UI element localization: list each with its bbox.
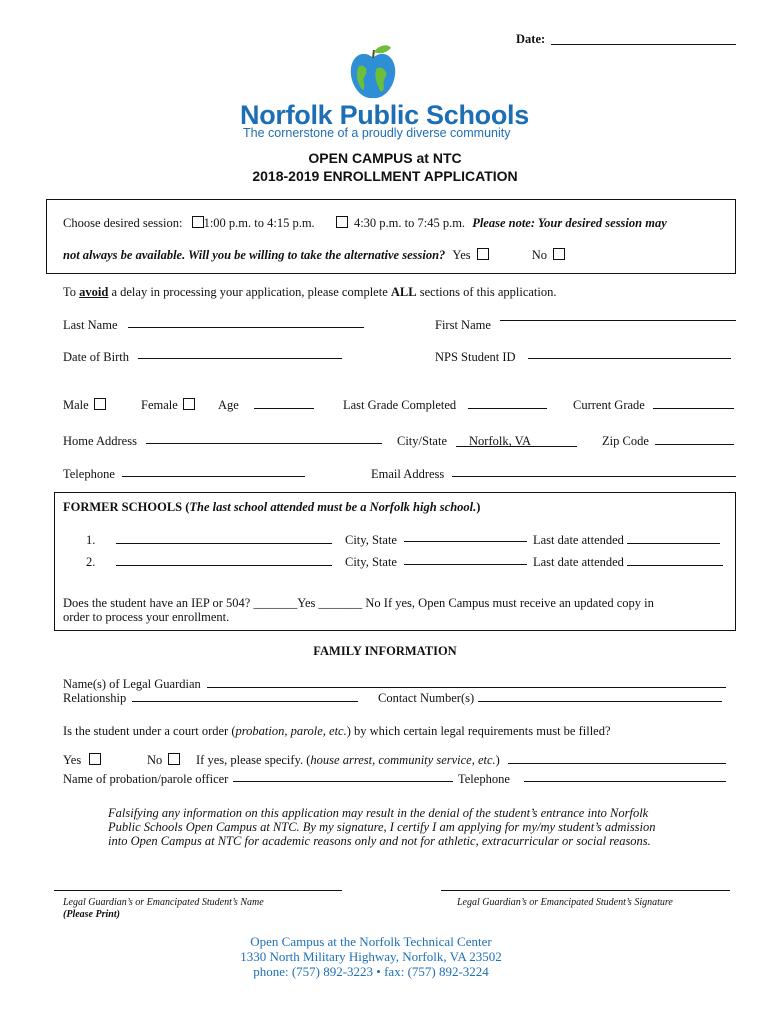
contact-label: Contact Number(s) [378, 691, 475, 705]
first-name-field[interactable] [500, 320, 736, 321]
dob-label: Date of Birth [63, 350, 129, 364]
officer-label: Name of probation/parole officer [63, 772, 229, 786]
officer-telephone-label: Telephone [458, 772, 510, 786]
email-field[interactable] [452, 476, 736, 477]
guardian-signature-caption: Legal Guardian’s or Emancipated Student’s Signature [457, 897, 673, 908]
city-state-value[interactable]: Norfolk, VA [469, 434, 532, 448]
school-1-date-label: Last date attended [533, 533, 624, 547]
home-address-field[interactable] [146, 443, 382, 444]
city-state-field[interactable] [456, 446, 577, 447]
session-option1-label: 1:00 p.m. to 4:15 p.m. [203, 216, 315, 230]
footer-line-2: 1330 North Military Highway, Norfolk, VA 23502 [240, 949, 502, 964]
court-no: No [147, 753, 180, 768]
officer-telephone-field[interactable] [524, 781, 726, 782]
session-note: Please note: Your desired session may [472, 216, 667, 230]
zip-label: Zip Code [602, 434, 649, 448]
apple-globe-icon [343, 44, 403, 104]
court-question: Is the student under a court order (probation, parole, etc.) by which certain legal requirements must be filled? [63, 724, 611, 738]
nps-id-field[interactable] [528, 358, 731, 359]
home-address-label: Home Address [63, 434, 137, 448]
session-option2-label: 4:30 p.m. to 7:45 p.m. [353, 216, 466, 230]
first-name-label: First Name [435, 318, 491, 332]
school-1-num: 1. [86, 533, 96, 547]
alt-no-checkbox[interactable] [553, 248, 565, 260]
telephone-field[interactable] [122, 476, 305, 477]
age-field[interactable] [254, 408, 314, 409]
female-row: Female [141, 398, 195, 413]
former-schools-heading: FORMER SCHOOLS (The last school attended must be a Norfolk high school.) [63, 500, 481, 514]
school-1-city-label: City, State [345, 533, 397, 547]
disclaimer-line-1: Falsifying any information on this application may result in the denial of the student’s entrance into Norfolk [108, 806, 649, 820]
disclaimer-line-2: Public Schools Open Campus at NTC. By my signature, I certify I am applying for my/my student’s admission [108, 820, 656, 834]
court-specify: If yes, please specify. (house arrest, community service, etc.) [196, 753, 500, 767]
school-2-date-label: Last date attended [533, 555, 624, 569]
alternative-question: not always be available. Will you be willing to take the alternative session? [63, 248, 446, 262]
title-line-1: OPEN CAMPUS at NTC [308, 150, 462, 166]
disclaimer-line-3: into Open Campus at NTC for academic reasons only and not for athletic, extracurricular or social reasons. [108, 834, 651, 848]
footer-line-1: Open Campus at the Norfolk Technical Center [250, 934, 492, 949]
guardian-name-caption: Legal Guardian’s or Emancipated Student’s Name [63, 897, 264, 908]
officer-field[interactable] [233, 781, 453, 782]
title-line-2: 2018-2019 ENROLLMENT APPLICATION [252, 168, 518, 184]
session-option2-checkbox[interactable] [336, 216, 348, 228]
school-2-city-label: City, State [345, 555, 397, 569]
court-yes: Yes [63, 753, 101, 768]
please-print-caption: (Please Print) [63, 909, 120, 920]
male-row: Male [63, 398, 106, 413]
email-label: Email Address [371, 467, 445, 481]
session-row [63, 216, 667, 231]
footer-line-3: phone: (757) 892-3223 • fax: (757) 892-3224 [253, 964, 489, 979]
last-grade-field[interactable] [468, 408, 547, 409]
guardian-field[interactable] [207, 687, 726, 688]
school-1-city-field[interactable] [404, 541, 527, 542]
female-checkbox[interactable] [183, 398, 195, 410]
alternative-row [63, 248, 565, 263]
last-name-field[interactable] [128, 327, 364, 328]
current-grade-field[interactable] [653, 408, 734, 409]
court-yes-checkbox[interactable] [89, 753, 101, 765]
zip-field[interactable] [655, 444, 734, 445]
court-no-checkbox[interactable] [168, 753, 180, 765]
telephone-label: Telephone [63, 467, 115, 481]
school-1-name-field[interactable] [116, 543, 332, 544]
contact-field[interactable] [478, 701, 722, 702]
date-label: Date: [516, 32, 546, 46]
alt-yes-checkbox[interactable] [477, 248, 489, 260]
date-field[interactable] [551, 44, 736, 45]
session-option1-checkbox[interactable] [192, 216, 204, 228]
alt-yes-label: Yes [452, 248, 471, 262]
iep-question-cont: order to process your enrollment. [63, 610, 230, 624]
dob-field[interactable] [138, 358, 342, 359]
guardian-name-signature-line[interactable] [54, 890, 342, 891]
instructions: To avoid a delay in processing your application, please complete ALL sections of this application. [63, 285, 557, 299]
male-checkbox[interactable] [94, 398, 106, 410]
alt-no-label: No [531, 248, 548, 262]
last-grade-label: Last Grade Completed [343, 398, 457, 412]
logo-name: Norfolk Public Schools [240, 100, 529, 130]
school-2-num: 2. [86, 555, 96, 569]
logo-tagline: The cornerstone of a proudly diverse community [243, 126, 511, 140]
school-2-city-field[interactable] [404, 564, 527, 565]
city-state-label: City/State [397, 434, 447, 448]
last-name-label: Last Name [63, 318, 118, 332]
guardian-signature-line[interactable] [441, 890, 730, 891]
nps-id-label: NPS Student ID [435, 350, 516, 364]
relationship-field[interactable] [132, 701, 358, 702]
session-label: Choose desired session: [63, 216, 183, 230]
school-1-date-field[interactable] [627, 543, 720, 544]
relationship-label: Relationship [63, 691, 127, 705]
court-specify-field[interactable] [508, 763, 726, 764]
school-2-name-field[interactable] [116, 565, 332, 566]
guardian-label: Name(s) of Legal Guardian [63, 677, 201, 691]
current-grade-label: Current Grade [573, 398, 645, 412]
family-heading: FAMILY INFORMATION [313, 644, 457, 658]
age-label: Age [218, 398, 239, 412]
iep-question: Does the student have an IEP or 504? _______Yes _______ No If yes, Open Campus must receive an updated copy in [63, 596, 654, 610]
school-2-date-field[interactable] [627, 565, 723, 566]
